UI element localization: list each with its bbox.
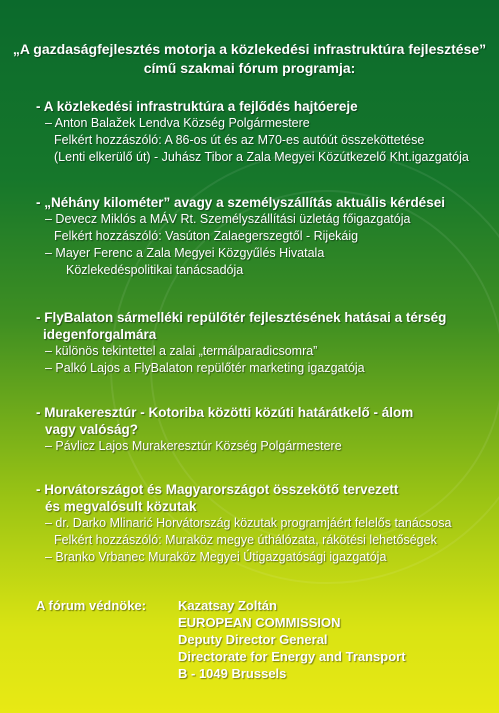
section-line: – különös tekintettel a zalai „termálparadicsomra” [45, 344, 318, 358]
patron-position: Deputy Director General [178, 632, 328, 647]
section-line: Felkért hozzászóló: Vasúton Zalaegerszegtől - Rijekáig [54, 229, 359, 243]
program-section-2 [36, 194, 486, 279]
section-line: – Anton Balažek Lendva Község Polgármestere [45, 116, 310, 130]
program-title [0, 40, 499, 78]
program-section-4 [36, 404, 486, 455]
program-section-5 [36, 481, 486, 566]
section-line: – Mayer Ferenc a Zala Megyei Közgyűlés Hivatala [45, 246, 325, 260]
title-line-2: című szakmai fórum programja: [143, 60, 356, 76]
patron-address: B - 1049 Brussels [178, 666, 287, 681]
section-heading: - Murakeresztúr - Kotoriba közötti közúti határátkelő - álom [36, 405, 414, 420]
section-heading-continued: idegenforgalmára [43, 327, 157, 342]
program-section-1 [36, 98, 486, 166]
section-line: – Branko Vrbanec Muraköz Megyei Útigazgatósági igazgatója [45, 550, 387, 564]
section-line: Felkért hozzászóló: A 86-os út és az M70-es autóút összeköttetése [54, 133, 425, 147]
patron-details [178, 597, 406, 682]
section-heading-continued: és megvalósult közutak [45, 499, 197, 514]
patron-label: A fórum védnöke: [36, 598, 147, 613]
section-heading-continued: vagy valóság? [45, 422, 139, 437]
section-heading: - A közlekedési infrastruktúra a fejlődés hajtóereje [36, 99, 358, 114]
section-line: – Pávlicz Lajos Murakeresztúr Község Polgármestere [45, 439, 342, 453]
section-heading: - FlyBalaton sármelléki repülőtér fejlesztésének hatásai a térség [36, 310, 447, 325]
section-line: (Lenti elkerülő út) - Juhász Tibor a Zala Megyei Közútkezelő Kht.igazgatója [54, 150, 469, 164]
section-line: – dr. Darko Mlinarić Horvátország közutak programjáért felelős tanácsosa [45, 516, 452, 530]
patron-directorate: Directorate for Energy and Transport [178, 649, 406, 664]
section-line: Felkért hozzászóló: Muraköz megye úthálózata, rákötési lehetőségek [54, 533, 437, 547]
section-line: – Palkó Lajos a FlyBalaton repülőtér marketing igazgatója [45, 361, 365, 375]
section-heading: - Horvátországot és Magyarországot összekötő tervezett [36, 482, 399, 497]
patron-name: Kazatsay Zoltán [178, 598, 277, 613]
title-line-1: „A gazdaságfejlesztés motorja a közlekedési infrastruktúra fejlesztése” [12, 41, 487, 57]
section-line: – Devecz Miklós a MÁV Rt. Személyszállítási üzletág főigazgatója [45, 212, 411, 226]
program-section-3 [36, 309, 486, 377]
section-heading: - „Néhány kilométer” avagy a személyszállítás aktuális kérdései [36, 195, 445, 210]
section-line: Közlekedéspolitikai tanácsadója [66, 263, 244, 277]
patron-organization: EUROPEAN COMMISSION [178, 615, 341, 630]
